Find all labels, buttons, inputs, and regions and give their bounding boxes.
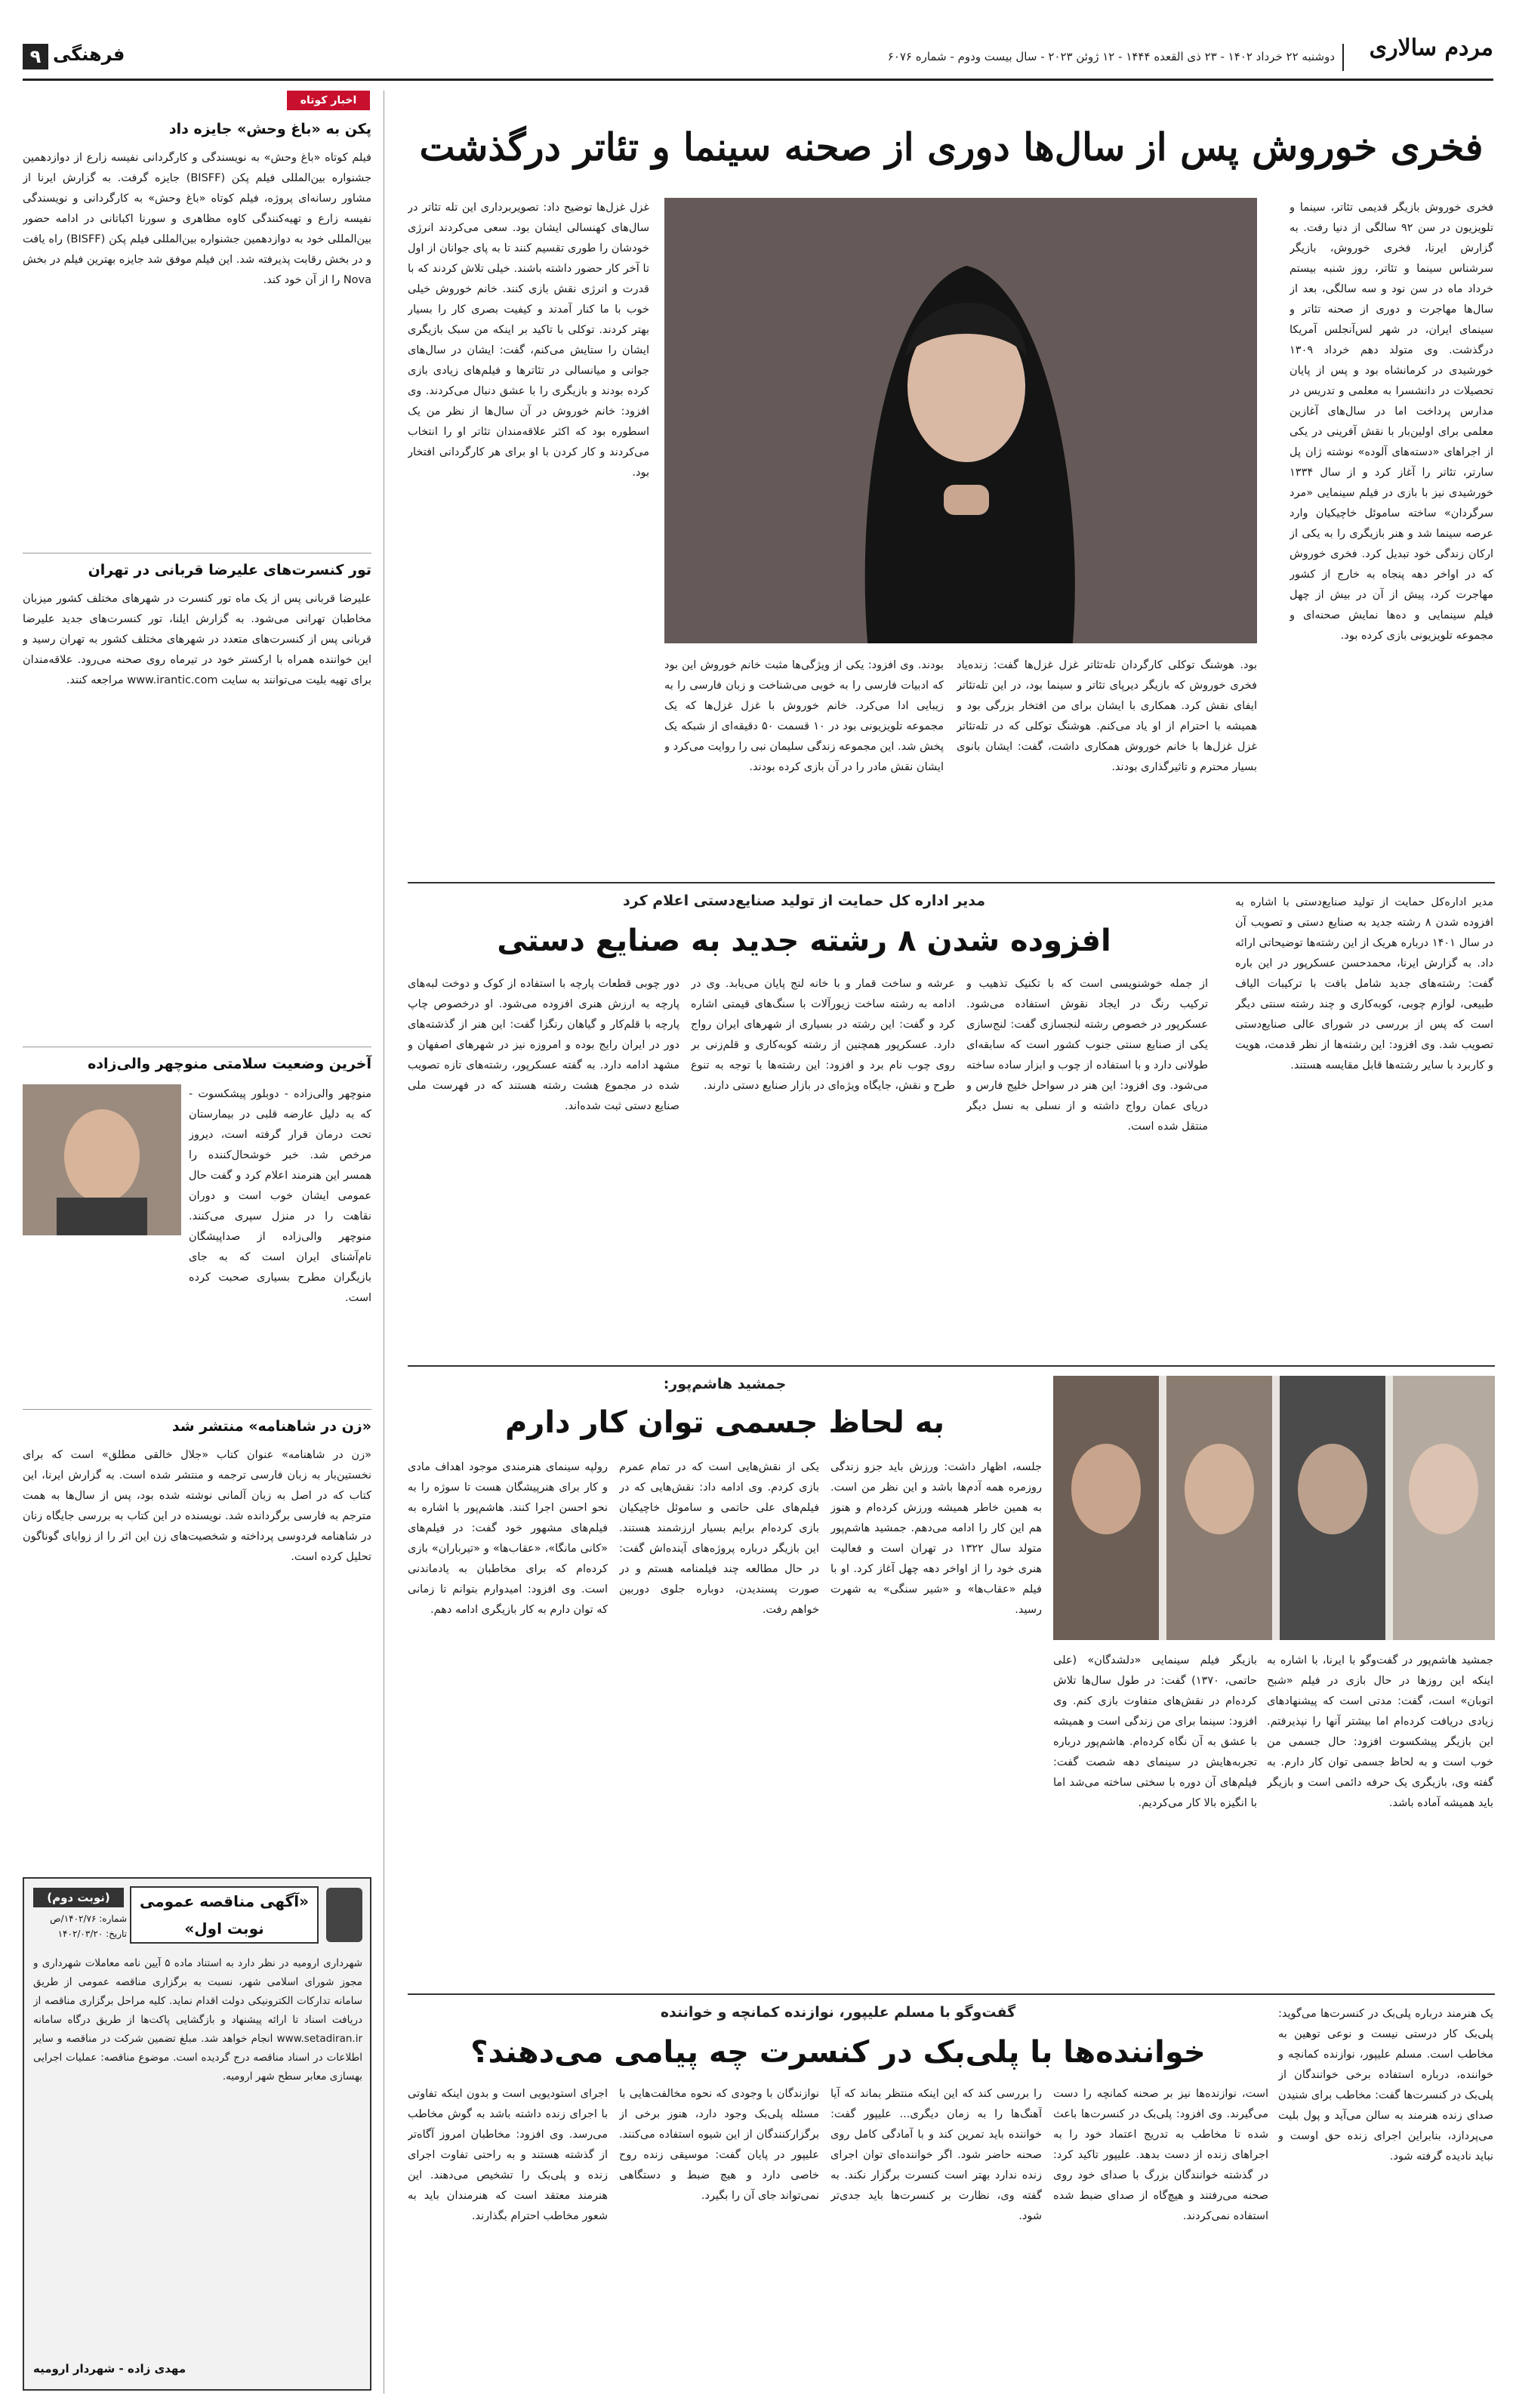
masthead bbox=[0, 0, 1516, 83]
crafts-column-1: مدیر اداره‌کل حمایت از تولید صنایع‌دستی با اشاره به افزوده شدن ۸ رشته جدید به صنایع دستی و تصویب آن در سال ۱۴۰۱ درباره هریک از این رشته‌ها توضیحاتی ارائه داد. به گزارش ایرنا، محمدحسن عسکرپور در این باره گفت: رشته‌های جدید شامل بافت با ترکیبات الیاف طبیعی، لوازم چوبی، کوبه‌کاری و چند رشته سنتی دیگر است که پس از بررسی در شورای عالی صنایع‌دستی تصویب شد. وی افزود: این رشته‌ها از نظر قدمت، هویت و کاربرد با سایر رشته‌ها قابل مقایسه هستند. bbox=[1235, 896, 1493, 1071]
hashempour-column-5: رولپه سینمای هنرمندی موجود اهداف مادی و کار برای هنرپیشگان هست تا سوژه را به نحو احسن اجرا کنند. هاشم‌پور با اشاره به فیلم‌های مشهور خود گفت: در فیلم‌های «کانی مانگا»، «عقاب‌ها» و «تیرباران» بازی کرده‌ام که برای مخاطبان به یادماندنی است. وی افزود: امیدوارم بتوانم تا زمانی که توان دارم به کار بازیگری ادامه دهم. bbox=[408, 1461, 608, 1616]
news3-rule bbox=[23, 1409, 371, 1410]
hashempour-column-1: جمشید هاشم‌پور در گفت‌وگو با ایرنا، با اشاره به اینکه این روزها در حال بازی در فیلم «شبح اتوبان» است، گفت: مدتی است که پیشنهادهای زیادی دریافت کرده‌ام اما بیشتر آنها را نپذیرفتم. این بازیگر پیشکسوت افزود: حال جسمی من خوب است و به لحاظ جسمی توان کار دارم. به گفته وی، بازیگری یک حرفه دائمی است و بازیگر باید همیشه آماده باشد. bbox=[1267, 1654, 1493, 1809]
sidebar-tag: اخبار کوتاه bbox=[287, 91, 370, 110]
interview-headline: خواننده‌ها با پلی‌بک در کنسرت چه پیامی می‌دهند؟ bbox=[470, 2035, 1206, 2070]
lead-column-1: فخری خوروش بازیگر قدیمی تئاتر، سینما و تلویزیون در سن ۹۲ سالگی از دنیا رفت. به گزارش ایرنا، فخری خوروش، بازیگر سرشناس سینما و تئاتر، روز شنبه بیستم خرداد ماه در سن نود و سه سالگی، بعد از سال‌ها مهاجرت و دوری از صحنه تئاتر و سینمای ایران، در شهر لس‌آنجلس آمریکا درگذشت. وی متولد دهم خرداد ۱۳۰۹ خورشیدی در کرمانشاه بود و پس از پایان تحصیلات در دانشسرا به معلمی و تدریس در مدارس پرداخت اما در سال‌های آغازین معلمی برای اولین‌بار با نقش آفرینی در یکی از اجراهای «دسته‌های آلوده» نوشته ژان پل سارتر، تئاتر را آغاز کرد و از سال ۱۳۳۴ خورشیدی نیز با بازی در فیلم سینمایی «مرد سرگردان» ساخته ساموئل خاچیکیان وارد عرصه سینما شد و هنر بازیگری را به یکی از ارکان زندگی خود تبدیل کرد. فخری خوروش که در اواخر دهه پنجاه به خارج از کشور مهاجرت کرد، پیش از آن در بیش از چهل فیلم سینمایی و ده‌ها نمایش صحنه‌ای و مجموعه تلویزیونی بازی کرده بود. bbox=[1290, 202, 1493, 642]
news2-body: علیرضا قربانی پس از یک ماه تور کنسرت در شهرهای مختلف کشور میزبان مخاطبان تهرانی می‌شود. به گزارش ایلنا، تور کنسرت‌های جدید علیرضا قربانی پس از کنسرت‌های متعدد در شهرهای مختلف کشور به تهران رسید و این خواننده همراه با ارکستر خود در تیرماه روی صحنه می‌رود. علاقه‌مندان برای تهیه بلیت می‌توانند به سایت www.irantic.com مراجعه کنند. bbox=[23, 593, 371, 686]
news1-body: فیلم کوتاه «باغ وحش» به نویسندگی و کارگردانی نفیسه زارع از دوازدهمین جشنواره بین‌المللی فیلم پکن (BISFF) جایزه گرفت. به گزارش ایرنا از مشاور رسانه‌ای پروژه، فیلم کوتاه «باغ وحش» به کارگردانی و نویسندگی نفیسه زارع و تهیه‌کنندگی کاوه مظاهری و سورنا اکباتانی در ادامه حضور بین‌المللی خود به دوازدهمین جشنواره بین‌المللی فیلم پکن (BISFF) راه یافت و در بخش رقابت پذیرفته شد. این فیلم موفق شد جایزه بهترین فیلم در بخش Nova را از آن خود کند. bbox=[23, 152, 371, 286]
collage-illustration bbox=[1053, 1376, 1495, 1640]
hashempour-rule bbox=[408, 1993, 1495, 1995]
lead-column-3a: بود. هوشنگ توکلی کارگردان تله‌تئاتر غزل غزل‌ها گفت: زنده‌یاد فخری خوروش که بازیگر دیرپای تئاتر و سینما بود، در این تله‌تئاتر ایفای نقش کرد. همکاری با ایشان برای من افتخار بزرگی بود و همیشه با احترام از او یاد می‌کنم. هوشنگ توکلی که در تله‌تئاتر غزل غزل‌ها با خانم خوروش همکاری داشت، گفت: ایشان بانوی بسیار محترم و تاثیرگذاری بودند. bbox=[957, 659, 1257, 773]
masthead-rule bbox=[23, 79, 1493, 81]
hashempour-column-4: یکی از نقش‌هایی است که در تمام عمرم بازی کردم. وی ادامه داد: نقش‌هایی که در فیلم‌های علی حاتمی و ساموئل خاچیکیان بازی کرده‌ام برایم بسیار ارزشمند هستند. این بازیگر درباره پروژه‌های آینده‌اش گفت: در حال مطالعه چند فیلمنامه هستم و در صورت پسندیدن، دوباره جلوی دوربین خواهم رفت. bbox=[619, 1461, 819, 1616]
lead-photo bbox=[664, 198, 1257, 643]
lead-headline: فخری خوروش پس از سال‌ها دوری از صحنه سینما و تئاتر درگذشت bbox=[419, 125, 1484, 169]
crafts-headline: افزوده شدن ۸ رشته جدید به صنایع دستی bbox=[497, 923, 1111, 958]
lead-column-2: غزل غزل‌ها توضیح داد: تصویربرداری این تله تئاتر در سال‌های کهنسالی ایشان بود. سعی می‌کردند انرژی خودشان را طوری تقسیم کنند تا به پای جوانان از اول تا آخر کار حضور داشته باشند. خیلی تلاش کردند که با قدرت و انرژی نقش بازی کنند. خانم خوروش خیلی خوب با ما کنار آمدند و کیفیت بصری کار را بسیار بهتر کردند. توکلی با تاکید بر اینکه من سبک بازیگری ایشان را ستایش می‌کنم، گفت: ایشان در سال‌های جوانی و میانسالی در تئاترها و فیلم‌های زیادی بازی کرده بودند و بازیگری را با عشق دنبال می‌کردند. وی افزود: خانم خوروش در آن سال‌ها از نظر من یک اسطوره بود که اکثر علاقه‌مندان تئاتر او را انتخاب می‌کردند و کار کردن با او برای هر کارگردانی افتخار بود. bbox=[408, 202, 649, 479]
ad-date: تاریخ: ۱۴۰۲/۰۳/۲۰ bbox=[57, 1929, 127, 1939]
news4-body: «زن در شاهنامه» عنوان کتاب «جلال خالقی مطلق» است که برای نخستین‌بار به زبان فارسی ترجمه و منتشر شده است. به گزارش ایرنا، این کتاب که در اصل به زبان آلمانی نوشته شده بود، پس از سال‌ها به همت مترجم به فارسی برگردانده شد. نویسنده در این کتاب به بررسی جایگاه زنان در شاهنامه فردوسی پرداخته و شخصیت‌های زن این اثر را از زوایای گوناگون تحلیل کرده است. bbox=[23, 1449, 371, 1563]
valizadeh-photo bbox=[23, 1084, 181, 1235]
interview-column-2: است، نوازنده‌ها نیز بر صحنه کمانچه را دست می‌گیرند. وی افزود: پلی‌بک در کنسرت‌ها باعث شده تا مخاطب به تدریج اعتماد خود را به اجراهای زنده از دست بدهد. علیپور تاکید کرد: در گذشته خوانندگان بزرگ با صدای خود روی صحنه می‌رفتند و هیچ‌گاه از صدای ضبط شده استفاده نمی‌کردند. bbox=[1053, 2088, 1268, 2222]
news1-title: پکن به «باغ وحش» جایزه داد bbox=[168, 121, 371, 137]
hashempour-column-3: جلسه، اظهار داشت: ورزش باید جزو زندگی روزمره همه آدم‌ها باشد و این نظر من است. به همین خاطر همیشه ورزش کرده‌ام و هنوز هم این کار را ادامه می‌دهم. جمشید هاشم‌پور متولد سال ۱۳۲۲ در تهران است و فعالیت هنری خود را از اواخر دهه چهل آغاز کرد. او با فیلم «عقاب‌ها» و «شیر سنگی» به شهرت رسید. bbox=[830, 1461, 1042, 1616]
ad-emblem-icon bbox=[326, 1888, 362, 1942]
ad-round-badge: (نوبت دوم) bbox=[33, 1888, 124, 1907]
hashempour-column-2: بازیگر فیلم سینمایی «دلشدگان» (علی حاتمی، ۱۳۷۰) گفت: در طول سال‌ها تلاش کرده‌ام در نقش‌های متفاوت بازی کنم. وی افزود: سینما برای من زندگی است و همیشه با عشق به آن نگاه کرده‌ام. هاشم‌پور درباره تجربه‌هایش در سینمای دهه شصت گفت: فیلم‌های آن دوره با سختی ساخته می‌شد اما با انگیزه بالا کار می‌کردیم. bbox=[1053, 1654, 1257, 1809]
crafts-kicker: مدیر اداره کل حمایت از تولید صنایع‌دستی اعلام کرد bbox=[623, 893, 985, 909]
crafts-column-3: عرشه و ساخت قمار و با خانه لنج پایان می‌یابد. وی در ادامه به رشته ساخت زیورآلات با سنگ‌های قیمتی اشاره کرد و گفت: این رشته در بسیاری از شهرهای ایران رواج دارد. عسکرپور همچنین از رشته کوبه‌کاری و قلم‌زنی بر روی چوب نام برد و افزود: این رشته‌ها با توجه به تنوع طرح و نقش، جایگاه ویژه‌ای در بازار صنایع دستی دارند. bbox=[691, 978, 955, 1092]
lead-column-3b: بودند. وی افزود: یکی از ویژگی‌ها مثبت خانم خوروش این بود که ادبیات فارسی را به خوبی می‌شناخت و زبان فارسی را به زیبایی ادا می‌کرد. خانم خوروش با غزل غزل‌ها که یک مجموعه تلویزیونی بود در ۱۰ قسمت ۵۰ دقیقه‌ای از شبکه یک پخش شد. این مجموعه زندگی سلیمان نبی را روایت می‌کرد و ایشان نقش مادر را در آن بازی کرده بودند. bbox=[664, 659, 944, 773]
hashempour-headline: به لحاظ جسمی توان کار دارم bbox=[505, 1405, 944, 1440]
interview-column-3: را بررسی کند که این اینکه منتظر بماند که آیا آهنگ‌ها را به زمان دیگری... علیپور گفت: خواننده باید تمرین کند و با آمادگی کامل روی صحنه حاضر شود. اگر خواننده‌ای توان اجرای زنده ندارد بهتر است کنسرت برگزار نکند. به گفته وی، نظارت بر کنسرت‌ها باید جدی‌تر شود. bbox=[830, 2088, 1042, 2222]
masthead-divider bbox=[1342, 44, 1344, 71]
portrait-illustration bbox=[664, 198, 1257, 643]
interview-column-4: نوازندگان با وجودی که نحوه مخالفت‌هایی با مسئله پلی‌بک وجود دارد، هنوز برخی از برگزارکنندگان از این شیوه استفاده می‌کنند. علیپور در پایان گفت: موسیقی زنده روح خاصی دارد و هیچ ضبط و دستگاهی نمی‌تواند جای آن را بگیرد. bbox=[619, 2088, 819, 2202]
crafts-column-2: از جمله خوشنویسی است که با تکنیک تذهیب و ترکیب رنگ در ایجاد نقوش استفاده می‌شود. عسکرپور در خصوص رشته لنجسازی گفت: لنج‌سازی یکی از صنایع سنتی جنوب کشور است که سابقه‌ای طولانی دارد و با استفاده از چوب و ابزار ساده ساخته می‌شود. وی افزود: این هنر در سواحل خلیج فارس و دریای عمان رواج داشته و از نسلی به نسل دیگر منتقل شده است. bbox=[966, 978, 1208, 1133]
news3-body: منوچهر والی‌زاده - دوبلور پیشکسوت - که به دلیل عارضه قلبی در بیمارستان تحت درمان قرار گرفته است، دیروز مرخص شد. خبر خوشحال‌کننده را همسر این هنرمند اعلام کرد و گفت حال عمومی ایشان خوب است و دوران نقاهت را در منزل سپری می‌کنند. منوچهر والی‌زاده از صداپیشگان نام‌آشنای ایران است که به جای بازیگران مطرح بسیاری صحبت کرده است. bbox=[189, 1088, 371, 1304]
lead-rule bbox=[408, 882, 1495, 883]
date-line: دوشنبه ۲۲ خرداد ۱۴۰۲ - ۲۳ ذی القعده ۱۴۴۴ - ۱۲ ژوئن ۲۰۲۳ - سال بیست ودوم - شماره ۶۰۷۶ bbox=[887, 50, 1335, 63]
news4-title: «زن در شاهنامه» منتشر شد bbox=[171, 1418, 371, 1435]
interview-column-5: اجرای استودیویی است و بدون اینکه تفاوتی با اجرای زنده داشته باشد به گوش مخاطب می‌رسد. وی افزود: مخاطبان امروز آگاه‌تر از گذشته هستند و به راحتی تفاوت اجرای زنده و پلی‌بک را تشخیص می‌دهند. این هنرمند معتقد است که هنرمندان باید به شعور مخاطب احترام بگذارند. bbox=[408, 2088, 608, 2222]
hashempour-photo-collage bbox=[1053, 1376, 1495, 1640]
ad-body: شهرداری ارومیه در نظر دارد به استناد ماده ۵ آیین نامه معاملات شهرداری و مجوز شورای اسلامی شهر، نسبت به برگزاری مناقصه عمومی از طریق سامانه تدارکات الکترونیکی دولت اقدام نماید. کلیه مراحل برگزاری مناقصه از دریافت اسناد تا ارائه پیشنهاد و بازگشایی پاکت‌ها از طریق درگاه سامانه www.setadiran.ir انجام خواهد شد. مبلغ تضمین شرکت در مناقصه و سایر اطلاعات در اسناد مناقصه درج گردیده است. موضوع مناقصه: عملیات اجرایی بهسازی معابر سطح شهر ارومیه. bbox=[33, 1957, 362, 2083]
portrait-thumb bbox=[23, 1084, 181, 1235]
ad-title: «آگهی مناقصه عمومی نوبت اول» bbox=[130, 1886, 319, 1944]
interview-column-1: یک هنرمند درباره پلی‌بک در کنسرت‌ها می‌گوید: پلی‌بک کار درستی نیست و نوعی توهین به مخاطب است. مسلم علیپور، نوازنده کمانچه و خواننده، درباره استفاده برخی خوانندگان از پلی‌بک در کنسرت‌ها گفت: مخاطب برای شنیدن صدای زنده هنرمند به سالن می‌آید و پول بلیت می‌پردازد، بنابراین اجرای زنده حق اوست و نباید نادیده گرفته شود. bbox=[1278, 2008, 1493, 2163]
ad-signature: مهدی زاده - شهردار ارومیه bbox=[33, 2362, 186, 2376]
news2-title: تور کنسرت‌های علیرضا قربانی در تهران bbox=[88, 562, 371, 578]
hashempour-kicker: جمشید هاشم‌پور: bbox=[663, 1376, 787, 1392]
page-number-badge: ۹ bbox=[23, 44, 48, 69]
tender-ad bbox=[23, 1877, 371, 2391]
crafts-column-4-body: دور چوبی قطعات پارچه با استفاده از کوک و دوخت لبه‌های پارچه به ارزش هنری افزوده می‌شود. او درخصوص چاپ پارچه با قلم‌کار و گیاهان رنگزا گفت: این هنر از گذشته‌های دور در ایران رایج بوده و امروزه نیز در شهرهای اصفهان و مشهد ادامه دارد. به گفته عسکرپور، رشته‌های تازه تصویب شده در مجموع هشت رشته هستند که در فهرست ملی صنایع دستی ثبت شده‌اند. bbox=[408, 978, 679, 1112]
interview-kicker: گفت‌وگو با مسلم علیپور، نوازنده کمانچه و خواننده bbox=[660, 2004, 1016, 2021]
paper-name: مردم سالاری bbox=[1369, 35, 1493, 61]
section-name: فرهنگی bbox=[53, 44, 125, 65]
news3-title: آخرین وضعیت سلامتی منوچهر والی‌زاده bbox=[88, 1056, 371, 1072]
crafts-rule bbox=[408, 1365, 1495, 1367]
ad-number: شماره: ۱۴۰۲/۷۶/ص bbox=[50, 1913, 127, 1924]
